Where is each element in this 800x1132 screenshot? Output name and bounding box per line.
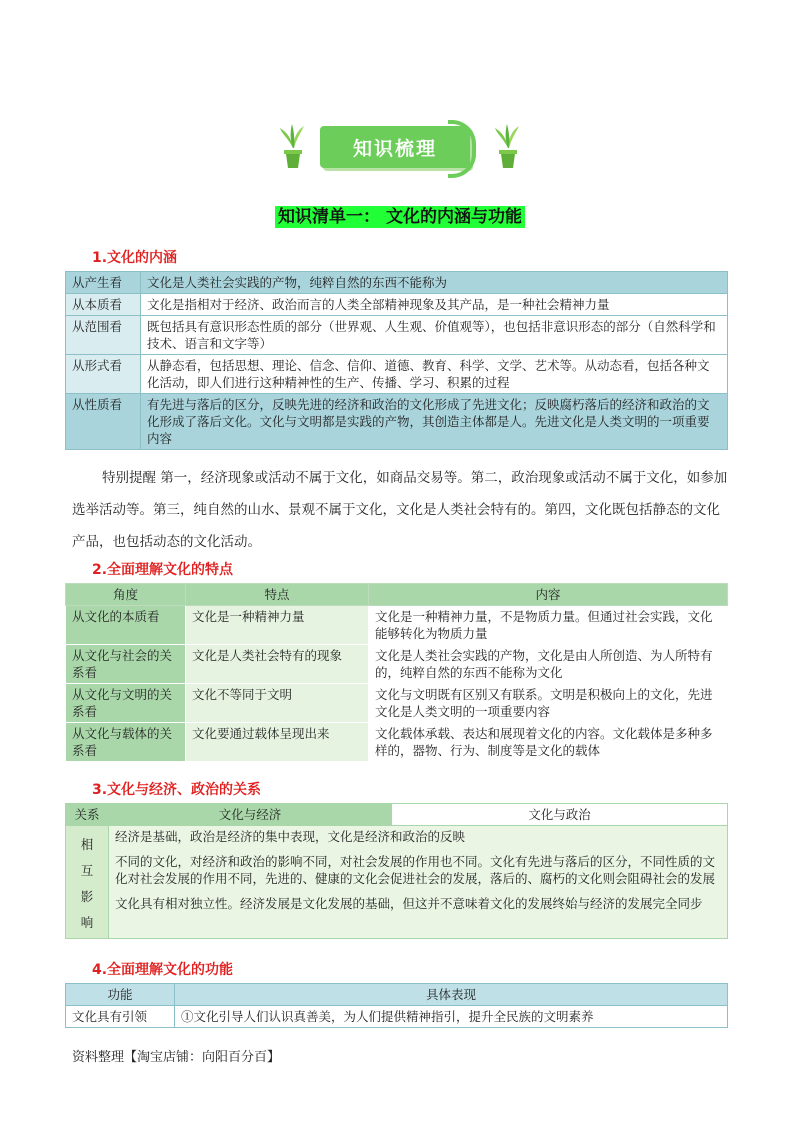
column-header: 文化与经济 — [109, 804, 392, 826]
mutual-influence-label: 相 互 影 响 — [66, 826, 109, 939]
column-header: 特点 — [186, 584, 369, 606]
potted-plant-icon — [278, 124, 308, 170]
section-heading: 3.文化与经济、政治的关系 — [92, 782, 262, 798]
culture-economy-politics-table — [65, 803, 728, 939]
table-cell: 既包括具有意识形态性质的部分（世界观、人生观、价值观等），也包括非意识形态的部分（自然科学和技术、语言和文字等） — [141, 316, 728, 355]
column-header: 关系 — [66, 804, 109, 826]
column-header: 内容 — [369, 584, 728, 606]
footer-source: 资料整理【淘宝店铺：向阳百分百】 — [72, 1050, 281, 1065]
table-cell: 从产生看 — [66, 272, 141, 294]
banner-label: 知识梳理 — [320, 126, 470, 168]
page-title: 知识清单一： 文化的内涵与功能 — [0, 202, 800, 227]
table-cell: 文化是人类社会特有的现象 — [186, 645, 369, 684]
table-cell: 有先进与落后的区分，反映先进的经济和政治的文化形成了先进文化；反映腐朽落后的经济和政治的文化形成了落后文化。文化与文明都是实践的产物，其创造主体都是人。先进文化是人类文明的一项重要内容 — [141, 394, 728, 450]
table-cell: 文化是一种精神力量，不是物质力量。但通过社会实践，文化能够转化为物质力量 — [369, 606, 728, 645]
paragraph: 不同的文化，对经济和政治的影响不同，对社会发展的作用也不同。文化有先进与落后的区分，不同性质的文化对社会发展的作用不同，先进的、健康的文化会促进社会的发展，落后的、腐朽的文化则会阻碍社会的发展 — [115, 854, 716, 886]
table-cell: 文化是人类社会实践的产物，纯粹自然的东西不能称为 — [141, 272, 728, 294]
table-cell: 文化具有引领 — [66, 1006, 175, 1028]
table-cell: 文化是一种精神力量 — [186, 606, 369, 645]
section-heading: 4.全面理解文化的功能 — [92, 962, 234, 978]
relationship-content — [109, 826, 728, 939]
table-cell: 文化与文明既有区别又有联系。文明是积极向上的文化，先进文化是人类文明的一项重要内容 — [369, 684, 728, 723]
culture-meaning-table — [65, 271, 728, 450]
column-header: 具体表现 — [175, 984, 728, 1006]
column-header: 角度 — [66, 584, 186, 606]
table-cell: 从文化与文明的关系看 — [66, 684, 186, 723]
culture-features-table — [65, 583, 728, 762]
table-cell: 文化要通过载体呈现出来 — [186, 723, 369, 762]
table-cell: 从范围看 — [66, 316, 141, 355]
paragraph: 经济是基础，政治是经济的集中表现，文化是经济和政治的反映 — [115, 829, 466, 844]
table-cell: 从性质看 — [66, 394, 141, 450]
table-cell: 文化是指相对于经济、政治而言的人类全部精神现象及其产品，是一种社会精神力量 — [141, 294, 728, 316]
section-heading: 2.全面理解文化的特点 — [92, 562, 234, 578]
paragraph: 文化具有相对独立性。经济发展是文化发展的基础，但这并不意味着文化的发展终始与经济的发展完全同步 — [115, 896, 703, 911]
special-reminder-note: 特别提醒 第一，经济现象或活动不属于文化，如商品交易等。第二，政治现象或活动不属于文化，如参加选举活动等。第三，纯自然的山水、景观不属于文化，文化是人类社会特有的。第四，文化既包括静态的文化产品，也包括动态的文化活动。 — [72, 470, 728, 550]
column-header: 功能 — [66, 984, 175, 1006]
table-cell: 从形式看 — [66, 355, 141, 394]
section-heading: 1.文化的内涵 — [92, 250, 178, 266]
table-cell: 从静态看，包括思想、理论、信念、信仰、道德、教育、科学、文学、艺术等。从动态看，包括各种文化活动，即人们进行这种精神性的生产、传播、学习、积累的过程 — [141, 355, 728, 394]
table-cell: 从文化与社会的关系看 — [66, 645, 186, 684]
column-header: 文化与政治 — [392, 804, 728, 826]
table-cell: 从文化与载体的关系看 — [66, 723, 186, 762]
table-cell: 从本质看 — [66, 294, 141, 316]
section-banner — [278, 118, 523, 180]
table-cell: 文化载体承载、表达和展现着文化的内容。文化载体是多种多样的，器物、行为、制度等是文化的载体 — [369, 723, 728, 762]
table-cell: 文化是人类社会实践的产物，文化是由人所创造、为人所特有的，纯粹自然的东西不能称为文化 — [369, 645, 728, 684]
culture-functions-table — [65, 983, 728, 1028]
table-cell: 从文化的本质看 — [66, 606, 186, 645]
table-cell: 文化不等同于文明 — [186, 684, 369, 723]
table-cell: ①文化引导人们认识真善美，为人们提供精神指引，提升全民族的文明素养 — [175, 1006, 728, 1028]
potted-plant-icon — [493, 124, 523, 170]
